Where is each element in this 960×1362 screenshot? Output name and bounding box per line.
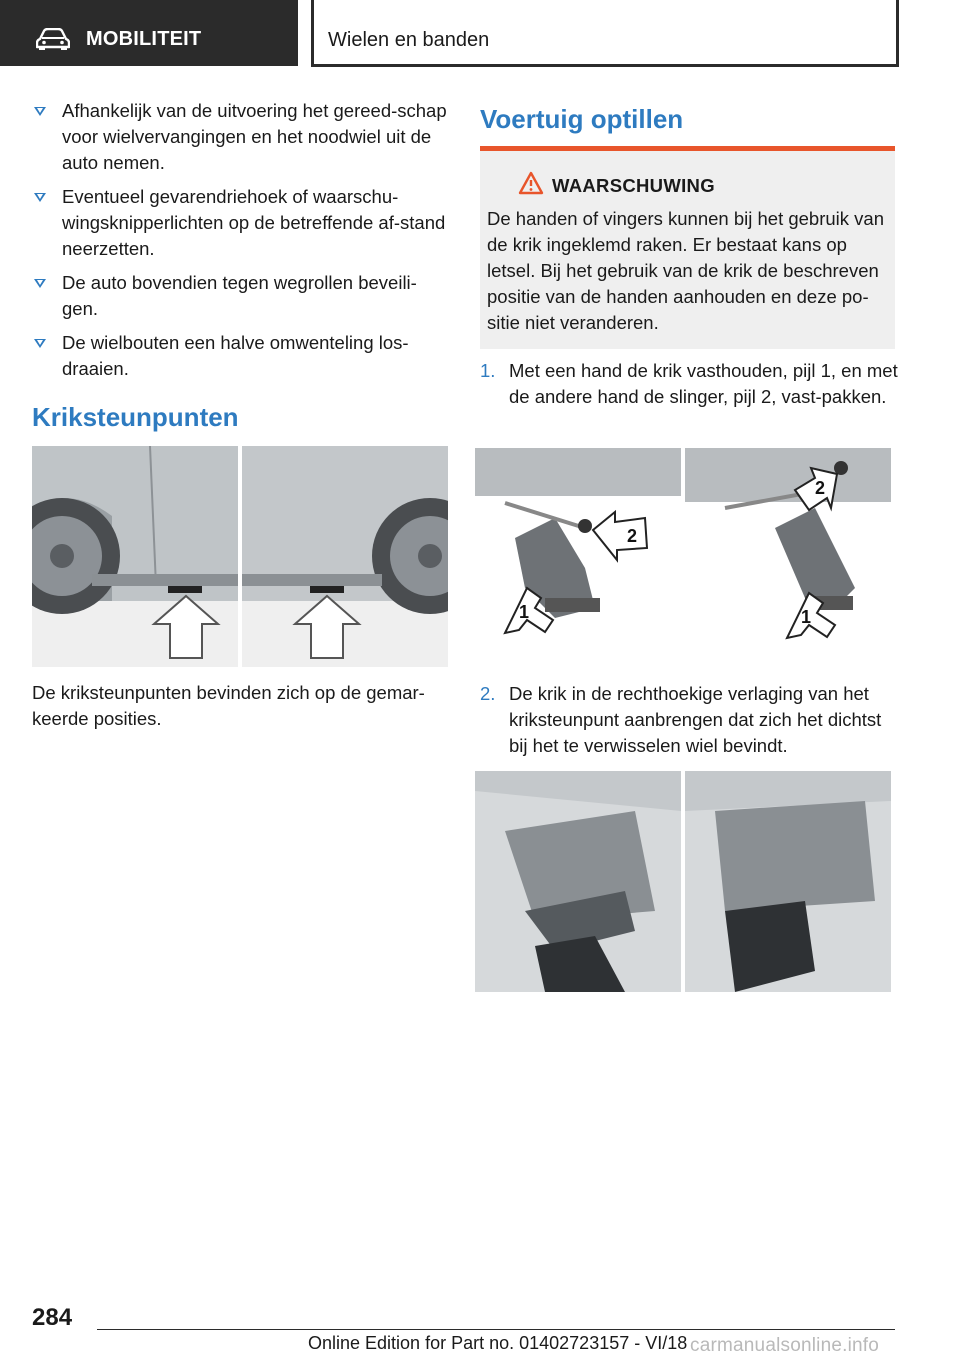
chapter-header — [311, 0, 899, 67]
edition-text: Online Edition for Part no. 01402723157 - VI/18 — [308, 1333, 688, 1353]
step-item — [480, 681, 898, 759]
list-item — [32, 98, 452, 176]
list-item — [32, 330, 452, 382]
jack-points-figure — [32, 446, 448, 667]
warning-box — [480, 151, 895, 349]
bullet-text: Eventueel gevarendriehoek of waarschu-wingsknipperlichten op de betreffende af-stand neerzetten. — [62, 186, 446, 259]
figure-caption: De kriksteunpunten bevinden zich op de gemar-keerde posities. — [32, 682, 425, 729]
step-number: 2. — [480, 683, 496, 704]
step-number: 1. — [480, 360, 496, 381]
triangle-bullet-icon — [34, 193, 46, 202]
bullet-text: Afhankelijk van de uitvoering het gereed-schap voor wielvervangingen en het noodwiel uit de auto nemen. — [62, 100, 447, 173]
triangle-bullet-icon — [34, 339, 46, 348]
triangle-bullet-icon — [34, 279, 46, 288]
arrow-label: 2 — [815, 478, 826, 498]
footer-divider — [97, 1329, 895, 1330]
bullet-list — [32, 98, 452, 390]
triangle-bullet-icon — [34, 107, 46, 116]
warning-text: De handen of vingers kunnen bij het gebruik van de krik ingeklemd raken. Er bestaat kans op letsel. Bij het gebruik van de krik de beschreven positie van de handen aanhouden en deze po-sitie niet veranderen. — [487, 208, 884, 333]
car-icon — [36, 28, 70, 50]
jack-placement-figure — [475, 771, 891, 992]
chapter-title: Wielen en banden — [328, 29, 490, 51]
bullet-text: De auto bovendien tegen wegrollen beveili-gen. — [62, 272, 417, 319]
jack-handling-illustration — [475, 448, 891, 669]
warning-title: WAARSCHUWING — [552, 175, 715, 196]
step-item — [480, 358, 898, 410]
arrow-label: 1 — [519, 602, 530, 622]
section-heading-lifting: Voertuig optillen — [480, 104, 684, 134]
section-heading-jack-points: Kriksteunpunten — [32, 402, 239, 432]
list-item — [32, 184, 452, 262]
arrow-label: 2 — [627, 526, 638, 546]
page-number: 284 — [32, 1304, 73, 1331]
jack-points-illustration — [32, 446, 448, 667]
arrow-label: 1 — [801, 607, 812, 627]
step-text: Met een hand de krik vasthouden, pijl 1, en met de andere hand de slinger, pijl 2, vast-pakken. — [509, 360, 898, 407]
section-tab — [0, 0, 298, 66]
bullet-text: De wielbouten een halve omwenteling los-draaien. — [62, 332, 409, 379]
warning-triangle-icon — [518, 171, 544, 195]
watermark-logo[interactable]: carmanualsonline.info — [690, 1335, 880, 1356]
jack-placement-illustration — [475, 771, 891, 992]
jack-handling-figure — [475, 448, 891, 669]
step-text: De krik in de rechthoekige verlaging van het kriksteunpunt aanbrengen dat zich het dichtst bij het te verwisselen wiel bevindt. — [509, 683, 882, 756]
section-label: MOBILITEIT — [86, 28, 202, 50]
list-item — [32, 270, 452, 322]
